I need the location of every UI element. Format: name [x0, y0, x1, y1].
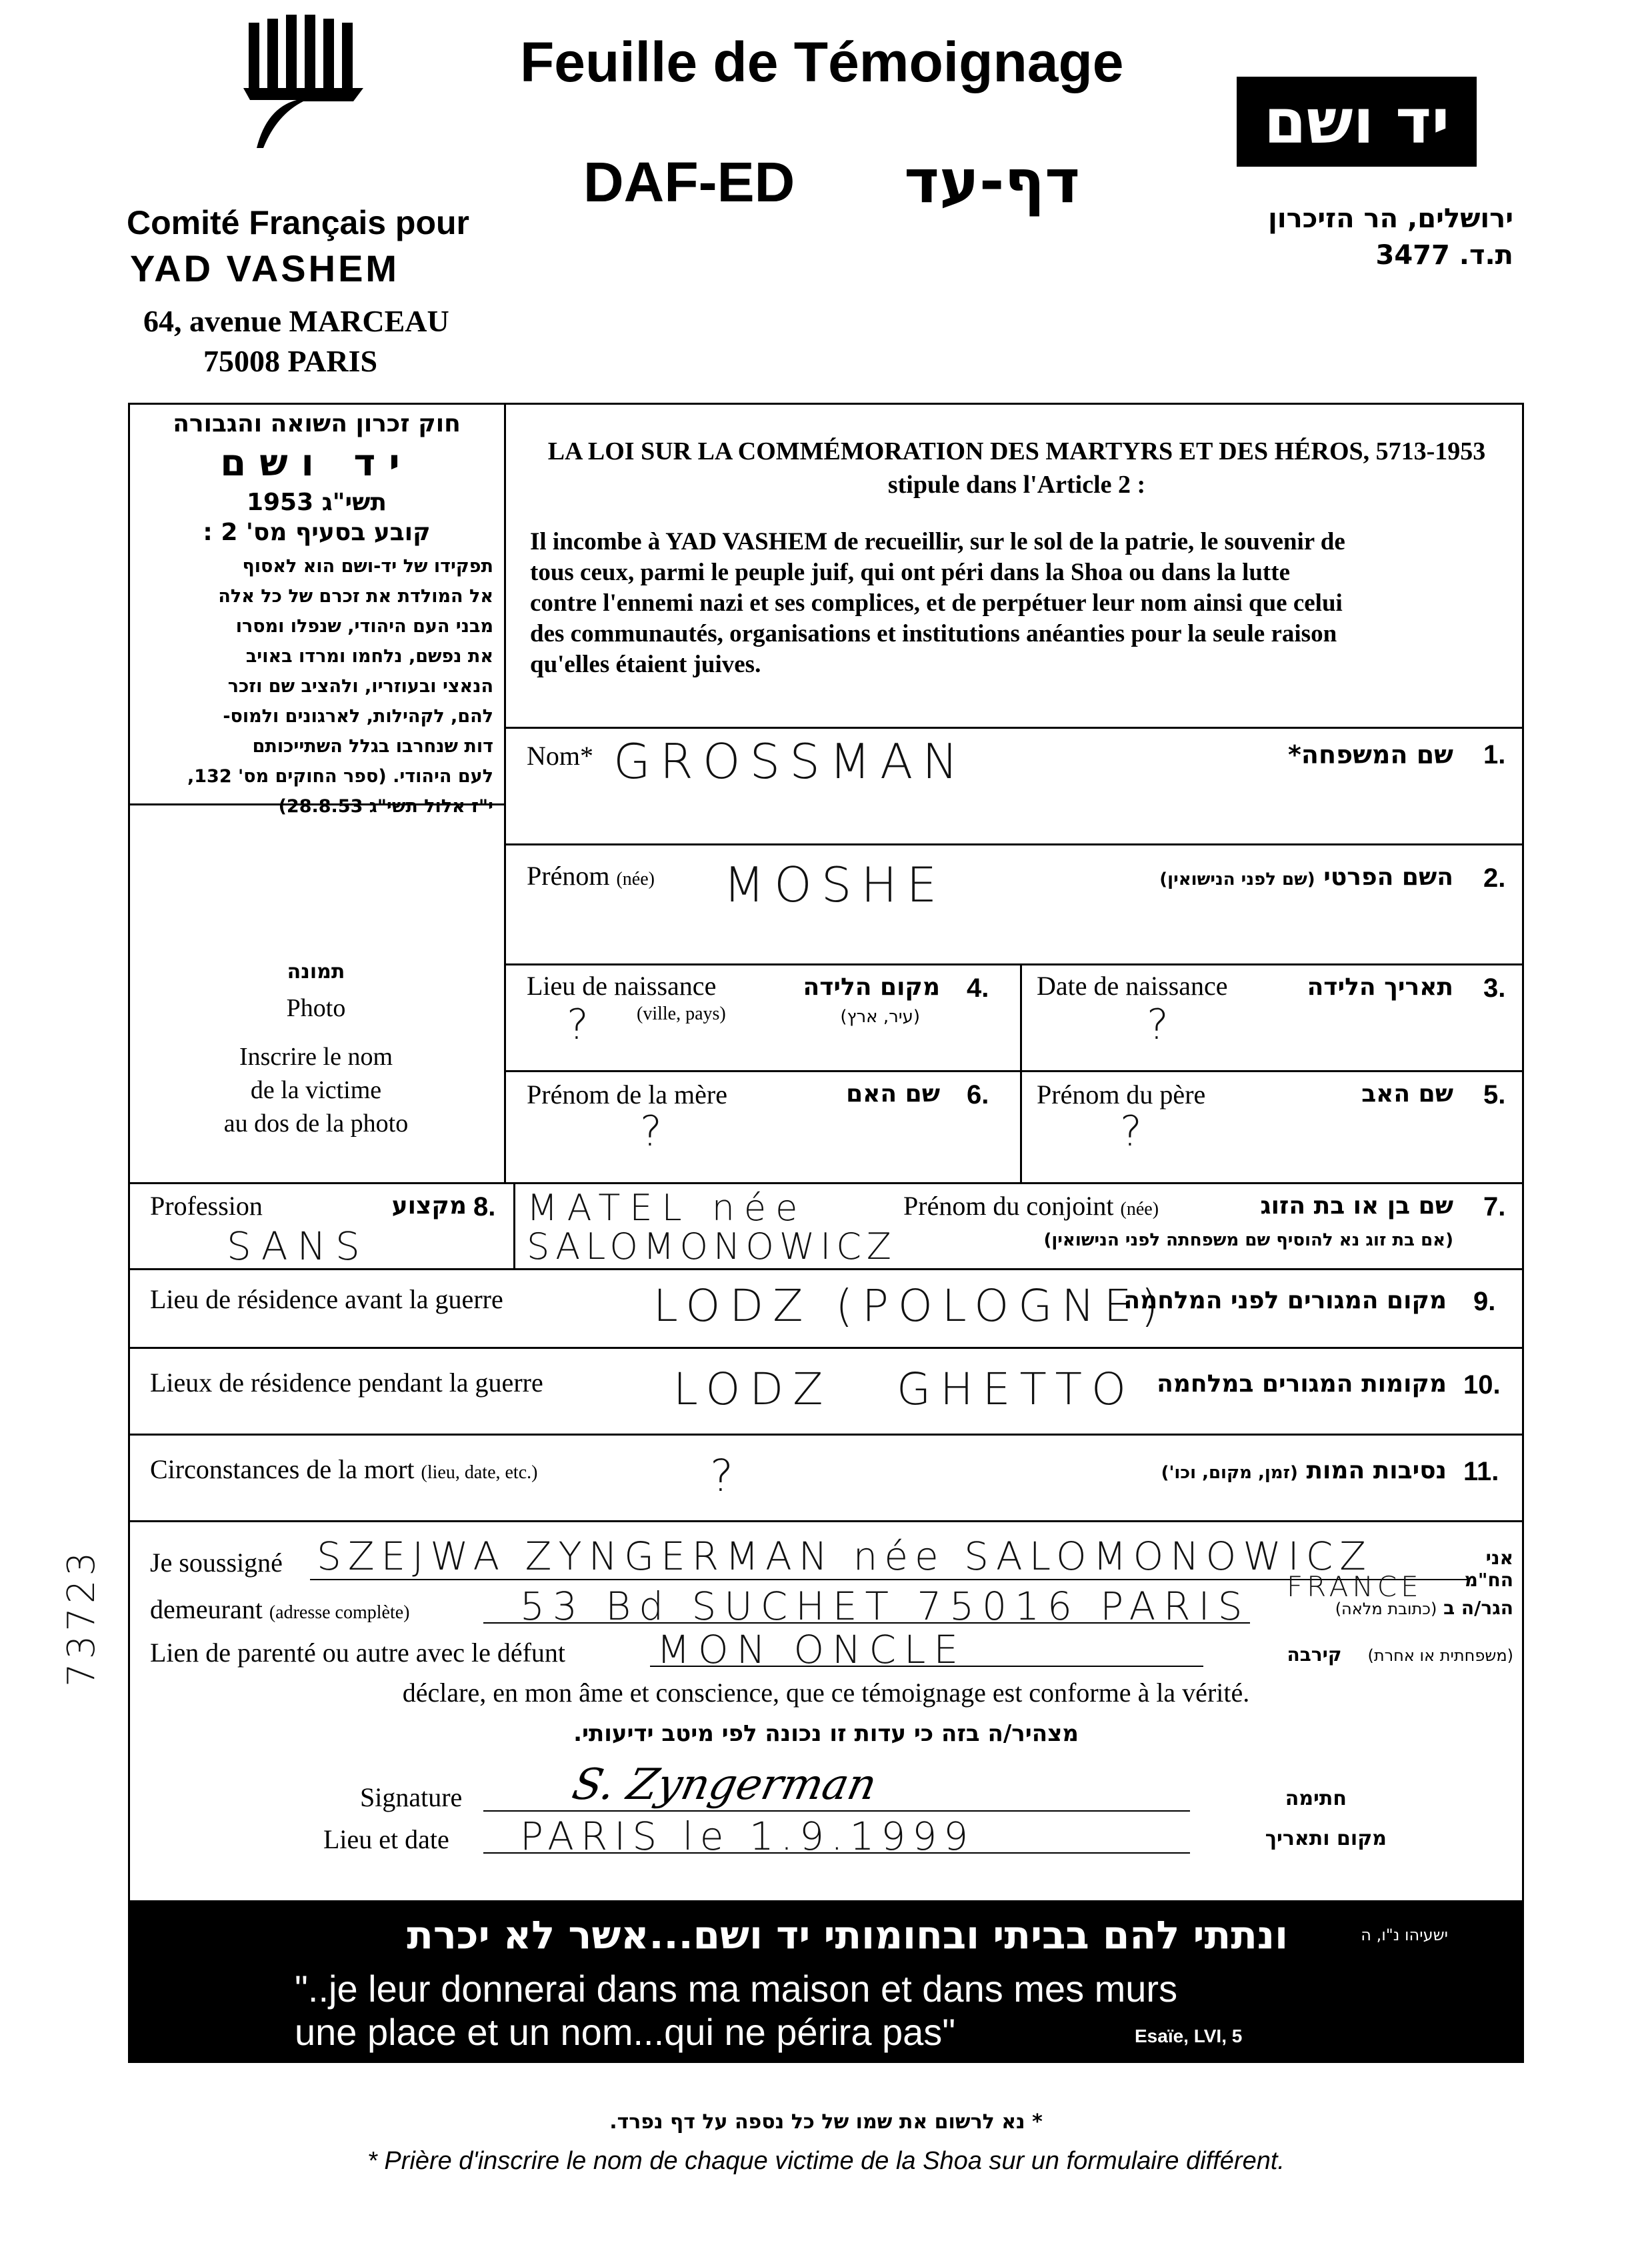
law-he-line4: קובע בסעיף מס' 2 :: [203, 519, 431, 546]
demeurant-label: [150, 1594, 409, 1625]
residence-pendant-value1[interactable]: LODZ: [673, 1364, 833, 1415]
prenom-he-text: השם הפרטי: [1323, 863, 1453, 891]
law-he-body-line-1: אל המולדת את זכרם של כל אלה: [218, 586, 493, 607]
residence-pendant-num: 10.: [1463, 1370, 1501, 1400]
signature-value[interactable]: S. Zyngerman: [568, 1760, 881, 1810]
prenom-label: [527, 860, 655, 891]
profession-label: Profession: [150, 1191, 263, 1221]
banner-hebrew-ref: ישעיהו נ"ו, ה: [1361, 1926, 1448, 1944]
demeurant-label-text: demeurant: [150, 1594, 263, 1624]
prenom-num: 2.: [1483, 863, 1506, 893]
law-he-body-line-2: מבני העם היהודי, שנפלו ומסרו: [235, 616, 493, 637]
prenom-he: [1040, 863, 1453, 891]
residence-pendant-he: מקומות המגורים במלחמה: [1157, 1370, 1447, 1398]
lieu-naissance-num: 4.: [967, 973, 989, 1003]
footer-hebrew: * נא לרשום את שמו של כל נספה על דף נפרד.: [609, 2110, 1043, 2134]
side-number: 73723: [60, 1548, 103, 1687]
demeurant-he: [1253, 1597, 1513, 1619]
quote-banner: [128, 1900, 1524, 2063]
law-fr-body-line-3: des communautés, organisations et institutions anéanties pour la seule raison: [530, 620, 1337, 647]
declare-fr: déclare, en mon âme et conscience, que ce témoignage est conforme à la vérité.: [402, 1678, 1250, 1708]
conjoint-label-sub: (née): [1120, 1199, 1159, 1220]
jerusalem-line: ירושלים, הר הזיכרון: [1268, 203, 1513, 234]
circonstances-label: [150, 1454, 537, 1485]
committee-line1: Comité Français pour: [127, 204, 469, 241]
yad-vashem-logo: יד ושם: [1237, 77, 1477, 167]
lieu-naissance-he: מקום הלידה: [803, 973, 940, 1001]
prenom-value[interactable]: MOSHE: [723, 857, 947, 913]
law-fr-body-line-4: qu'elles étaient juives.: [530, 651, 761, 678]
soussigne-value[interactable]: SZEJWA ZYNGERMAN née SALOMONOWICZ: [317, 1534, 1373, 1579]
soussigne-label: Je soussigné: [150, 1548, 283, 1578]
prenom-mere-num: 6.: [967, 1080, 989, 1109]
banner-hebrew: ונתתי להם בביתי ובחומותי יד ושם...אשר לא יכרת: [407, 1912, 1288, 1958]
banner-french-ref: Esaïe, LVI, 5: [1135, 2026, 1243, 2046]
prenom-pere-he: שם האב: [1361, 1080, 1453, 1107]
date-naissance-he: תאריך הלידה: [1307, 973, 1453, 1001]
conjoint-num: 7.: [1483, 1192, 1506, 1222]
form-title: Feuille de Témoignage: [520, 31, 1124, 93]
conjoint-value2[interactable]: SALOMONOWICZ: [527, 1226, 897, 1268]
lien-value[interactable]: MON ONCLE: [657, 1627, 967, 1672]
law-he-body-line-8: י"ז אלול תשי"ג 28.8.53): [278, 796, 493, 817]
law-he-line2: יד ושם: [220, 441, 413, 485]
daf-ed-hebrew: דף-עד: [904, 147, 1080, 217]
date-naissance-label: Date de naissance: [1037, 971, 1228, 1001]
declare-he: מצהיר/ה בזה כי עדות זו נכונה לפי מיטב ידיעותי.: [573, 1720, 1079, 1747]
law-he-line1: חוק זכרון השואה והגבורה: [173, 410, 461, 437]
lien-label: Lien de parenté ou autre avec le défunt: [150, 1638, 566, 1668]
conjoint-he-sub: (אם בת זוג נא להוסיף שם משפחתה לפני הנישואין): [1043, 1230, 1453, 1250]
law-fr-body-line-0: Il incombe à YAD VASHEM de recueillir, sur le sol de la patrie, le souvenir de: [530, 528, 1345, 555]
po-box: ת.ד. 3477: [1375, 240, 1513, 271]
prenom-pere-num: 5.: [1483, 1080, 1506, 1109]
conjoint-he: שם בן או בת הזוג: [1260, 1192, 1453, 1220]
law-hebrew: [140, 410, 493, 821]
photo-note: [128, 1040, 504, 1140]
photo-note-line-0: Inscrire le nom: [239, 1043, 393, 1071]
lieu-date-he: מקום ותאריך: [1265, 1827, 1387, 1850]
address-line2: 75008 PARIS: [203, 344, 378, 378]
demeurant-value[interactable]: 53 Bd SUCHET 75016 PARIS: [520, 1584, 1251, 1629]
committee-line2: YAD VASHEM: [130, 247, 400, 289]
conjoint-label: [903, 1190, 1159, 1222]
circonstances-label-sub: (lieu, date, etc.): [421, 1462, 538, 1483]
lieu-naissance-label: Lieu de naissance: [527, 971, 717, 1001]
banner-french-line2: une place et un nom...qui ne périra pas": [295, 2011, 956, 2053]
law-he-body-line-6: דות שנחרבו בגלל השתייכותם: [252, 736, 493, 757]
prenom-pere-label: Prénom du père: [1037, 1079, 1206, 1109]
residence-avant-label: Lieu de résidence avant la guerre: [150, 1284, 503, 1314]
photo-note-line-1: de la victime: [250, 1076, 382, 1104]
residence-avant-value[interactable]: LODZ (POLOGNE): [653, 1280, 1168, 1332]
demeurant-value2[interactable]: FRANCE: [1287, 1570, 1423, 1603]
law-he-body-line-7: לעם היהודי. (ספר החוקים מס' 132,: [187, 766, 493, 787]
daf-ed-latin: DAF-ED: [583, 151, 795, 213]
law-fr-body-line-2: contre l'ennemi nazi et ses complices, et de perpétuer leur nom ainsi que celui: [530, 589, 1343, 617]
prenom-he-sub: (שם לפני הנישואין): [1159, 869, 1315, 889]
residence-avant-num: 9.: [1473, 1287, 1496, 1316]
demeurant-he-text: הגר/ה ב: [1443, 1597, 1513, 1619]
circonstances-value[interactable]: ?: [710, 1450, 743, 1502]
law-he-body-line-4: הנאצי ובעוזריו, ולהציב שם וזכר: [227, 676, 493, 697]
signature-he: חתימה: [1285, 1787, 1347, 1810]
photo-label: Photo: [286, 994, 346, 1022]
residence-pendant-value2[interactable]: GHETTO: [897, 1364, 1135, 1415]
law-he-body: [140, 551, 493, 821]
circonstances-label-text: Circonstances de la mort: [150, 1454, 415, 1484]
nom-num: 1.: [1483, 740, 1506, 769]
lien-he-text: קירבה: [1287, 1644, 1342, 1666]
law-fr-subtitle: stipule dans l'Article 2 :: [887, 471, 1146, 499]
soussigne-he: אני הח"מ: [1464, 1547, 1513, 1591]
lieu-naissance-sub: (ville, pays): [637, 1003, 726, 1024]
law-he-body-line-3: את נפשם, נלחמו ומרדו באויב: [245, 646, 493, 667]
nom-label: Nom*: [527, 741, 593, 771]
profession-value[interactable]: SANS: [227, 1224, 369, 1269]
law-he-body-line-0: תפקידו של יד-ושם הוא לאסוף: [242, 556, 493, 577]
law-he-line3: תשי"ג 1953: [246, 489, 387, 516]
circonstances-he-text: נסיבות המות: [1306, 1457, 1447, 1484]
nom-he: שם המשפחה*: [1287, 740, 1453, 769]
prenom-mere-he: שם האם: [846, 1080, 940, 1107]
date-naissance-value[interactable]: ?: [1147, 1000, 1178, 1049]
prenom-label-text: Prénom: [527, 861, 610, 891]
profession-he: מקצוע: [391, 1192, 467, 1220]
date-naissance-num: 3.: [1483, 973, 1506, 1003]
conjoint-label-text: Prénom du conjoint: [903, 1191, 1114, 1221]
prenom-mere-label: Prénom de la mère: [527, 1079, 727, 1109]
demeurant-sub: (adresse complète): [269, 1602, 410, 1623]
prenom-mere-value[interactable]: ?: [640, 1107, 671, 1156]
nom-value[interactable]: GROSSMAN: [613, 733, 968, 789]
law-he-body-line-5: להם, לקהילות, לארגונים ולמוס-: [223, 706, 493, 727]
lien-he-sub: (משפחתית או אחרת): [1367, 1646, 1513, 1665]
conjoint-value1[interactable]: MATEL née: [527, 1187, 807, 1229]
demeurant-he-sub: (כתובת מלאה): [1335, 1600, 1437, 1618]
profession-num: 8.: [473, 1192, 496, 1222]
lieu-date-label: Lieu et date: [323, 1824, 449, 1854]
law-fr-title: LA LOI SUR LA COMMÉMORATION DES MARTYRS ET DES HÉROS, 5713-1953: [547, 437, 1486, 465]
circonstances-he: [1093, 1457, 1447, 1484]
photo-he: תמונה: [287, 960, 345, 983]
photo-note-line-2: au dos de la photo: [223, 1109, 409, 1138]
law-fr-body: [530, 527, 1503, 680]
address-line1: 64, avenue MARCEAU: [143, 304, 449, 338]
law-fr-body-line-1: tous ceux, parmi le peuple juif, qui ont péri dans la Shoa ou dans la lutte: [530, 559, 1290, 586]
circonstances-num: 11.: [1463, 1457, 1499, 1486]
signature-label: Signature: [360, 1782, 463, 1812]
circonstances-he-sub: (זמן, מקום, וכו'): [1161, 1463, 1298, 1483]
lieu-naissance-he-sub: (עיר, ארץ): [840, 1007, 920, 1027]
residence-avant-he: מקום המגורים לפני המלחמה: [1123, 1287, 1447, 1314]
banner-french-line1: "..je leur donnerai dans ma maison et dans mes murs: [295, 1968, 1178, 2010]
lieu-naissance-value[interactable]: ?: [567, 1000, 598, 1049]
lieu-date-value[interactable]: PARIS le 1.9.1999: [520, 1814, 975, 1859]
footer-french: * Prière d'inscrire le nom de chaque victime de la Shoa sur un formulaire différent.: [367, 2147, 1285, 2175]
prenom-pere-value[interactable]: ?: [1120, 1107, 1151, 1156]
menorah-logo-icon: [237, 15, 370, 155]
lien-he: [1213, 1644, 1513, 1666]
residence-pendant-label: Lieux de résidence pendant la guerre: [150, 1368, 543, 1398]
prenom-label-sub: (née): [616, 869, 655, 889]
